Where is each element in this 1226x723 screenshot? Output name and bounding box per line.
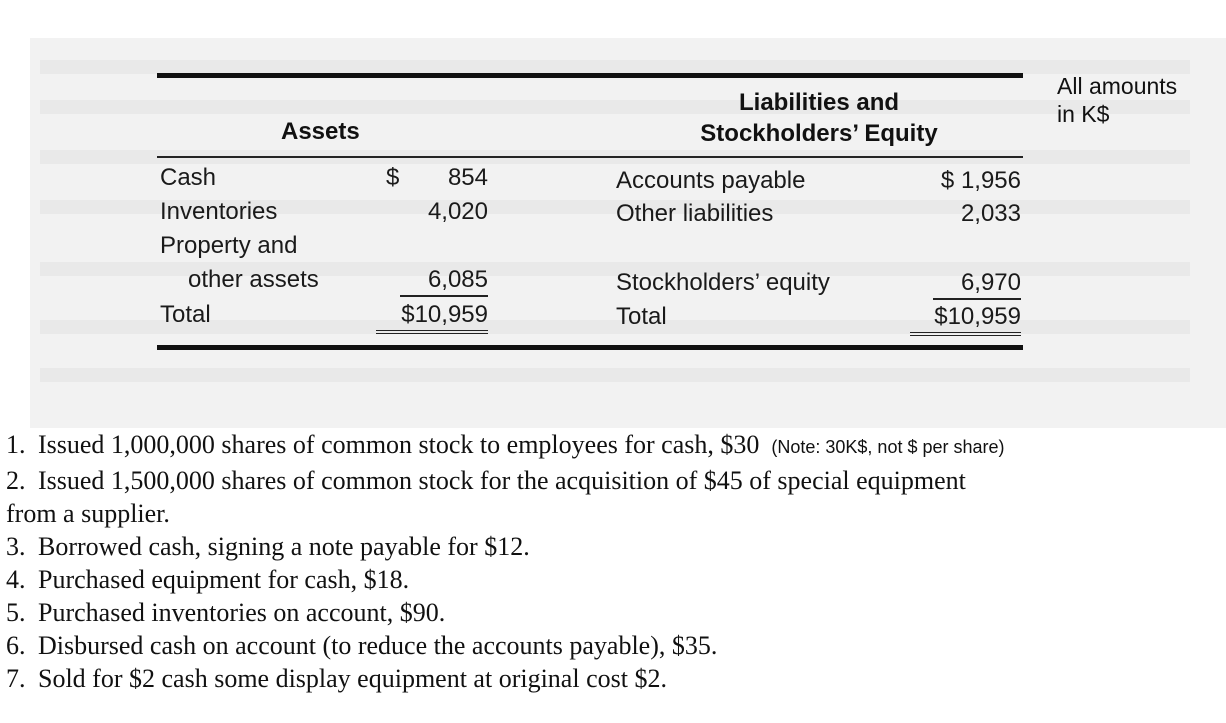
- transaction-text: Purchased equipment for cash, $18.: [38, 565, 410, 594]
- transaction-item: [6, 596, 1221, 629]
- transaction-item: [6, 662, 1221, 695]
- transaction-number: 4.: [6, 565, 26, 594]
- transaction-text: Borrowed cash, signing a note payable for $12.: [38, 532, 530, 561]
- transaction-text: Purchased inventories on account, $90.: [38, 598, 446, 627]
- liability-label-equity: Stockholders’ equity: [616, 269, 830, 296]
- transaction-text: Issued 1,500,000 shares of common stock for the acquisition of $45 of special equipment: [38, 466, 966, 495]
- header-rule: [157, 156, 1023, 158]
- transaction-item: [6, 530, 1221, 563]
- bleed-through-line: [40, 368, 1190, 382]
- liability-amount-other: 2,033: [960, 200, 1021, 227]
- transaction-number: 1.: [6, 430, 26, 459]
- units-note-line2: in K$: [1057, 101, 1110, 127]
- transaction-text: Issued 1,000,000 shares of common stock to employees for cash, $30: [38, 430, 760, 459]
- asset-label-property-line2: other assets: [188, 266, 319, 293]
- liabilities-header: [688, 87, 950, 149]
- transaction-item: [6, 428, 1221, 464]
- transaction-number: 2.: [6, 466, 26, 495]
- transaction-note: (Note: 30K$, not $ per share): [771, 437, 1005, 457]
- units-note: [1057, 72, 1177, 128]
- units-note-line1: All amounts: [1057, 73, 1178, 99]
- transaction-number: 3.: [6, 532, 26, 561]
- asset-amount-total: $10,959: [376, 300, 488, 334]
- transaction-item: [6, 464, 1221, 497]
- transaction-list: [6, 428, 1221, 695]
- bleed-through-line: [40, 60, 1190, 74]
- liability-label-total: Total: [616, 303, 667, 330]
- asset-label-inventories: Inventories: [160, 198, 278, 225]
- transaction-text: Sold for $2 cash some display equipment at original cost $2.: [38, 664, 667, 693]
- asset-amount-cash: 854: [447, 164, 488, 191]
- liability-label-accounts-payable: Accounts payable: [616, 167, 806, 194]
- asset-dollar-sign: $: [386, 164, 400, 191]
- asset-amount-inventories: 4,020: [427, 198, 488, 225]
- asset-label-cash: Cash: [160, 164, 217, 191]
- asset-amount-property: 6,085: [400, 265, 488, 297]
- transaction-text: Disbursed cash on account (to reduce the accounts payable), $35.: [38, 631, 718, 660]
- transaction-number: 5.: [6, 598, 26, 627]
- liability-amount-accounts-payable: $ 1,956: [940, 167, 1021, 194]
- liabilities-header-line2: Stockholders’ Equity: [700, 120, 938, 147]
- top-rule: [157, 73, 1023, 78]
- asset-label-property-line1: Property and: [160, 232, 298, 259]
- transaction-item: [6, 563, 1221, 596]
- transaction-number: 6.: [6, 631, 26, 660]
- bleed-through-line: [40, 100, 1190, 114]
- assets-header: Assets: [281, 118, 360, 145]
- liabilities-header-line1: Liabilities and: [738, 89, 900, 116]
- liability-label-other: Other liabilities: [616, 200, 774, 227]
- bottom-rule: [157, 345, 1023, 350]
- liability-amount-equity: 6,970: [933, 268, 1021, 300]
- transaction-number: 7.: [6, 664, 26, 693]
- asset-label-total: Total: [160, 301, 211, 328]
- transaction-text-continuation: from a supplier.: [6, 499, 170, 528]
- liability-amount-total: $10,959: [910, 302, 1021, 336]
- transaction-item: [6, 629, 1221, 662]
